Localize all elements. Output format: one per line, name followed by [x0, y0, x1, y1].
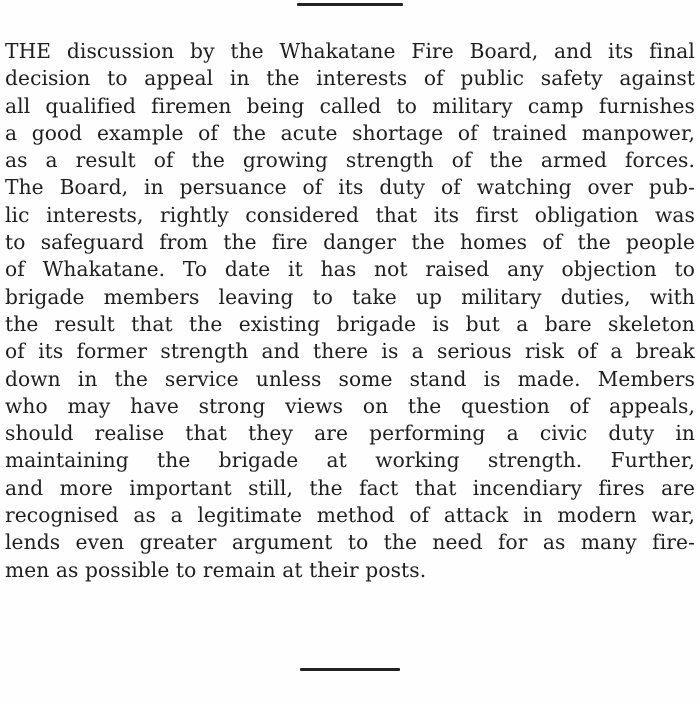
- text-line: should realise that they are performing a civic duty in: [5, 421, 695, 446]
- text-line: lic interests, rightly considered that its first obligation was: [5, 202, 695, 227]
- text-line: of Whakatane. To date it has not raised any objection to: [5, 257, 695, 282]
- text-line: of its former strength and there is a serious risk of a break: [5, 339, 695, 364]
- text-line: down in the service unless some stand is made. Members: [5, 366, 695, 391]
- text-line: The Board, in persuance of its duty of watching over pub-: [5, 175, 695, 200]
- text-line: who may have strong views on the question of appeals,: [5, 393, 695, 418]
- text-line: men as possible to remain at their posts.: [5, 557, 427, 582]
- text-line: brigade members leaving to take up military duties, with: [5, 284, 695, 309]
- editorial-paragraph: [5, 38, 695, 584]
- text-line: to safeguard from the fire danger the homes of the people: [5, 230, 695, 255]
- text-line: a good example of the acute shortage of trained manpower,: [5, 120, 695, 145]
- text-line: THE discussion by the Whakatane Fire Board, and its final: [5, 39, 695, 63]
- text-line: the result that the existing brigade is but a bare skeleton: [5, 311, 695, 336]
- top-divider-rule: [297, 3, 403, 6]
- text-line: as a result of the growing strength of the armed forces.: [5, 148, 695, 173]
- text-line: lends even greater argument to the need for as many fire-: [5, 530, 695, 555]
- text-line: maintaining the brigade at working strength. Further,: [5, 448, 695, 473]
- text-line: and more important still, the fact that incendiary fires are: [5, 475, 695, 500]
- text-line: decision to appeal in the interests of public safety against: [5, 66, 695, 91]
- text-line: recognised as a legitimate method of attack in modern war,: [5, 503, 695, 528]
- text-line: all qualified firemen being called to military camp furnishes: [5, 93, 695, 118]
- bottom-divider-rule: [300, 668, 400, 671]
